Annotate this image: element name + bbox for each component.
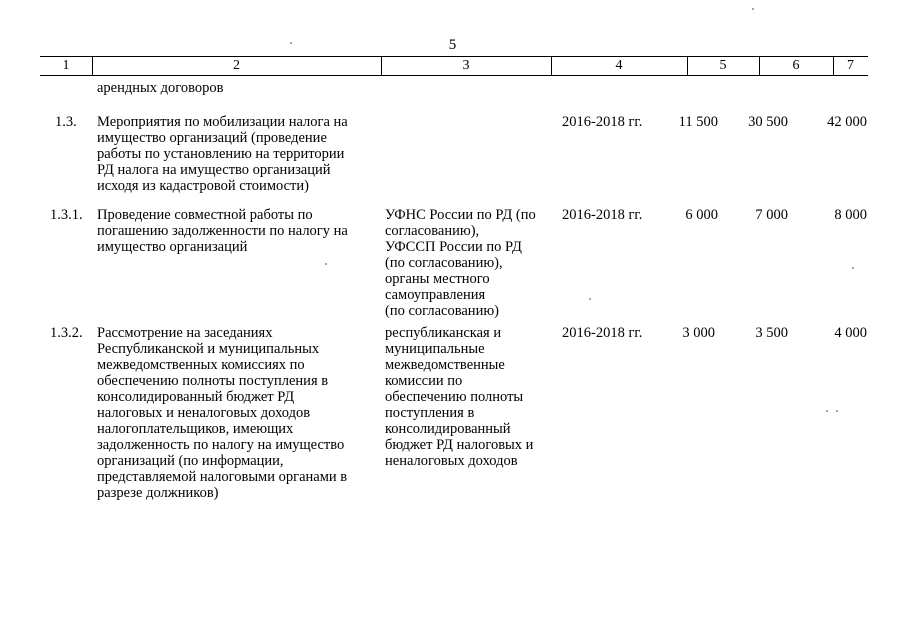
executor-line: УФНС России по РД (по — [385, 207, 536, 223]
row-name — [97, 114, 348, 194]
name-line: РД налога на имущество организаций — [97, 162, 331, 178]
name-line: Республиканской и муниципальных — [97, 341, 320, 357]
name-line: имущество организаций — [97, 239, 248, 255]
carryover-text: арендных договоров — [97, 80, 224, 96]
name-line: межведомственных комиссиях по — [97, 357, 305, 373]
name-line: налоговых и неналоговых доходов — [97, 405, 311, 421]
executor-line: самоуправления — [385, 287, 486, 303]
row-period: 2016-2018 гг. — [562, 114, 643, 130]
header-col-5: 5 — [719, 58, 727, 73]
executor-line: органы местного — [385, 271, 490, 287]
scan-speck — [836, 410, 838, 412]
name-line: работы по установлению на территории — [97, 146, 345, 162]
name-line: Рассмотрение на заседаниях — [97, 325, 273, 341]
row-value-2018: 8 000 — [834, 207, 867, 223]
scan-speck — [325, 263, 327, 265]
row-value-2018: 42 000 — [827, 114, 867, 130]
executor-line: консолидированный — [385, 421, 511, 437]
row-value-2016: 6 000 — [685, 207, 718, 223]
name-line: разрезе должников) — [97, 485, 219, 501]
row-period: 2016-2018 гг. — [562, 207, 643, 223]
scan-speck — [290, 42, 292, 44]
header-col-1: 1 — [62, 58, 70, 73]
executor-line: межведомственные — [385, 357, 505, 373]
scan-speck — [826, 410, 828, 412]
executor-line: УФССП России по РД — [385, 239, 522, 255]
name-line: погашению задолженности по налогу на — [97, 223, 348, 239]
row-number: 1.3. — [55, 114, 77, 130]
header-col-6: 6 — [792, 58, 800, 73]
page-number: 5 — [448, 37, 457, 53]
executor-line: муниципальные — [385, 341, 485, 357]
row-name — [97, 207, 348, 255]
executor-line: неналоговых доходов — [385, 453, 518, 469]
executor-line: обеспечению полноты — [385, 389, 524, 405]
row-name — [97, 325, 347, 501]
executor-line: (по согласованию) — [385, 303, 499, 319]
header-col-7: 7 — [847, 58, 854, 73]
executor-line: поступления в — [385, 405, 475, 421]
row-value-2017: 3 500 — [755, 325, 788, 341]
row-number: 1.3.1. — [50, 207, 83, 223]
executor-line: республиканская и — [385, 325, 502, 341]
row-value-2017: 30 500 — [748, 114, 788, 130]
name-line: налогоплательщиков, имеющих — [97, 421, 294, 437]
header-col-3: 3 — [462, 58, 470, 73]
name-line: обеспечению полноты поступления в — [97, 373, 329, 389]
name-line: консолидированный бюджет РД — [97, 389, 295, 405]
scan-speck — [589, 298, 591, 300]
row-number: 1.3.2. — [50, 325, 83, 341]
row-value-2016: 3 000 — [682, 325, 715, 341]
executor-line: комиссии по — [385, 373, 463, 389]
scan-speck — [852, 267, 854, 269]
executor-line: (по согласованию), — [385, 255, 503, 271]
name-line: Проведение совместной работы по — [97, 207, 313, 223]
scan-speck — [752, 8, 754, 10]
header-col-4: 4 — [615, 58, 623, 73]
table-header-row — [40, 56, 868, 76]
executor-line: бюджет РД налоговых и — [385, 437, 534, 453]
name-line: представляемой налоговыми органами в — [97, 469, 348, 485]
row-period: 2016-2018 гг. — [562, 325, 643, 341]
row-value-2016: 11 500 — [678, 114, 718, 130]
name-line: исходя из кадастровой стоимости) — [97, 178, 309, 194]
name-line: задолженность по налогу на имущество — [97, 437, 345, 453]
row-value-2017: 7 000 — [755, 207, 788, 223]
name-line: имущество организаций (проведение — [97, 130, 327, 146]
row-executor — [385, 325, 533, 469]
header-col-2: 2 — [233, 58, 240, 73]
row-value-2018: 4 000 — [834, 325, 867, 341]
executor-line: согласованию), — [385, 223, 480, 239]
row-executor — [385, 207, 536, 319]
name-line: организаций (по информации, — [97, 453, 284, 469]
name-line: Мероприятия по мобилизации налога на — [97, 114, 348, 130]
